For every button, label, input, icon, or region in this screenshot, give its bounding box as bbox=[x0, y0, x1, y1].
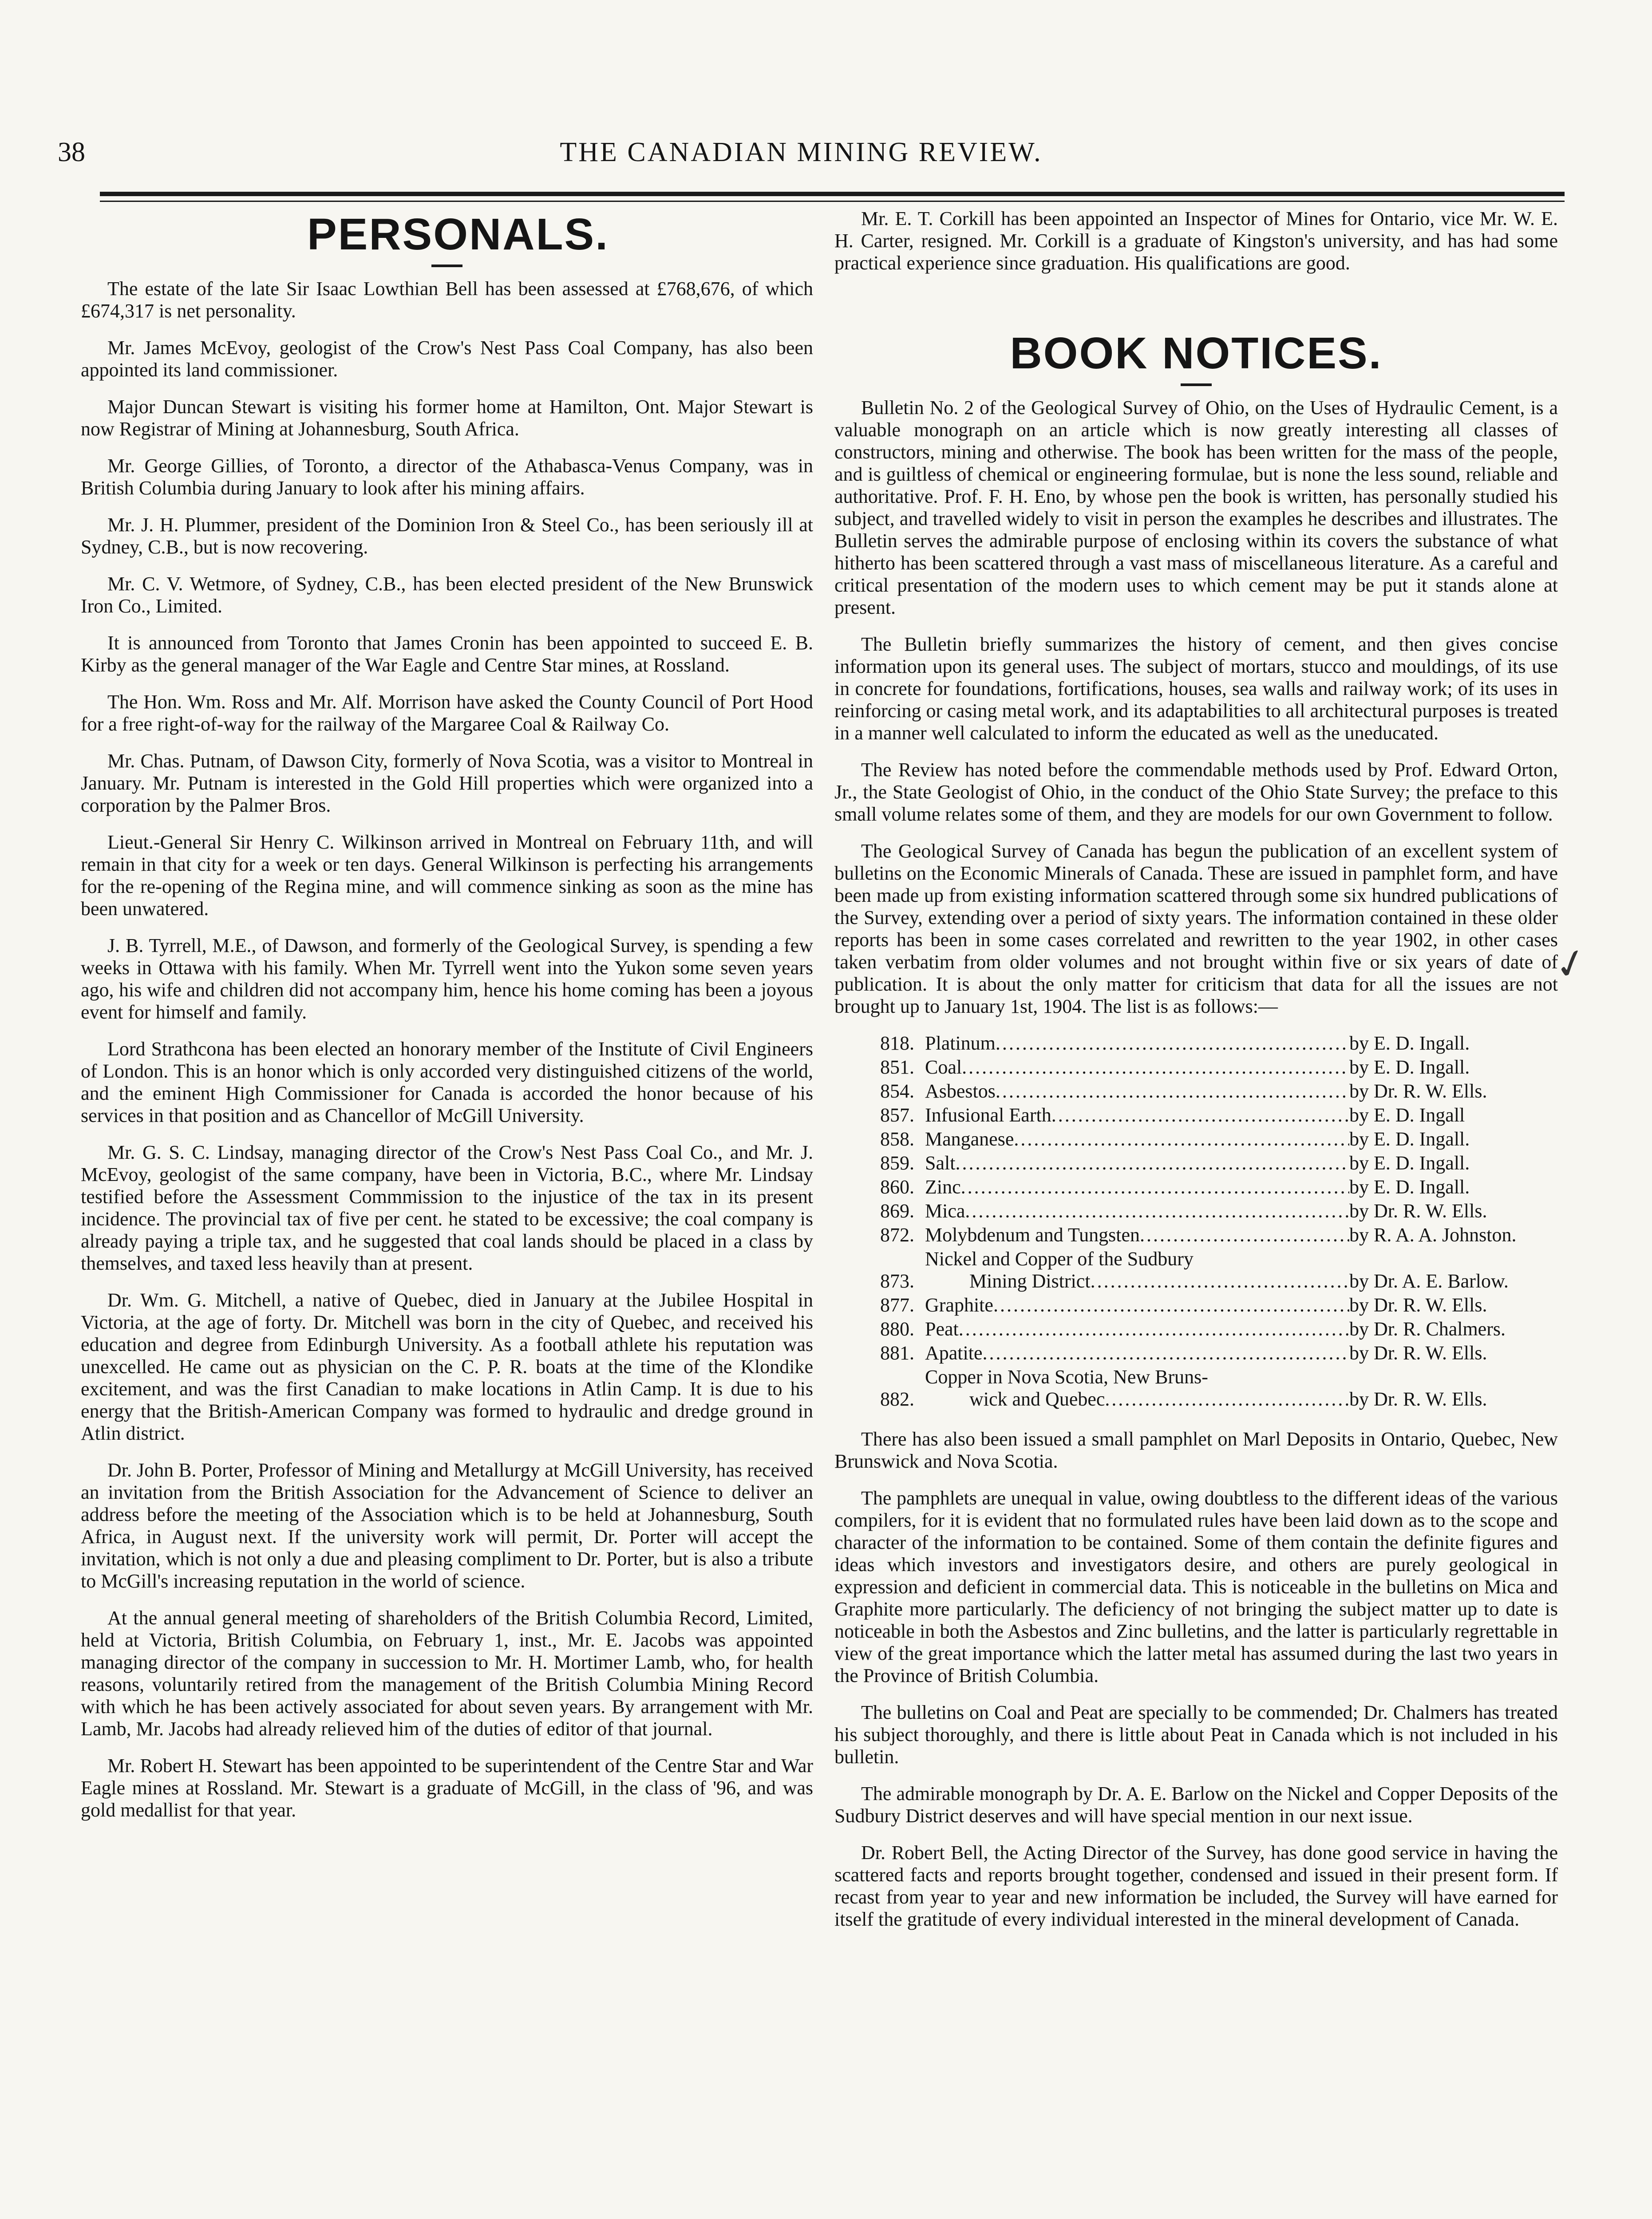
bulletin-title-text: Peat bbox=[925, 1318, 959, 1340]
bulletin-title-text: Graphite bbox=[925, 1294, 993, 1316]
bulletin-number: 854. bbox=[880, 1080, 914, 1102]
book-notices-title: BOOK NOTICES. bbox=[1010, 328, 1383, 378]
bulletin-entry bbox=[834, 1366, 1558, 1410]
bulletin-title-text: Salt bbox=[925, 1152, 956, 1174]
bulletin-entry bbox=[834, 1342, 1558, 1364]
title-dash bbox=[431, 265, 462, 267]
paragraph: The bulletins on Coal and Peat are specially to be commended; Dr. Chalmers has treated his subject thoroughly, and there is little about Peat in Canada which is not included in his bulletin. bbox=[834, 1702, 1558, 1768]
bulletin-number: 818. bbox=[880, 1032, 914, 1054]
bulletin-number: 877. bbox=[880, 1294, 914, 1316]
bulletin-author: by Dr. R. Chalmers. bbox=[1349, 1318, 1506, 1340]
bulletin-title bbox=[925, 1200, 1349, 1222]
header-rule-thick bbox=[100, 192, 1565, 196]
bulletin-title bbox=[925, 1294, 1349, 1316]
bulletin-author: by Dr. R. W. Ells. bbox=[1349, 1388, 1487, 1410]
bulletin-title bbox=[925, 1032, 1349, 1054]
bulletin-author: by E. D. Ingall. bbox=[1349, 1176, 1470, 1198]
bulletin-author: by E. D. Ingall. bbox=[1349, 1128, 1470, 1150]
bulletin-title-line: Nickel and Copper of the Sudbury bbox=[925, 1248, 1194, 1270]
header-rule-thin bbox=[100, 201, 1565, 202]
book-notices-body bbox=[834, 397, 1558, 1018]
bulletin-number: 880. bbox=[880, 1318, 914, 1340]
paragraph: Mr. George Gillies, of Toronto, a director of the Athabasca-Venus Company, was in British Columbia during January to look after his mining affairs. bbox=[81, 455, 813, 499]
journal-title: THE CANADIAN MINING REVIEW. bbox=[560, 137, 1043, 167]
bulletin-title bbox=[925, 1080, 1349, 1102]
bulletin-title bbox=[925, 1342, 1349, 1364]
bulletin-entry bbox=[834, 1248, 1558, 1292]
paragraph: The admirable monograph by Dr. A. E. Barlow on the Nickel and Copper Deposits of the Sudbury District deserves and will have special mention in our next issue. bbox=[834, 1783, 1558, 1827]
bulletin-entry bbox=[834, 1294, 1558, 1316]
paragraph: Bulletin No. 2 of the Geological Survey of Ohio, on the Uses of Hydraulic Cement, is a valuable monograph on an article which is now greatly interesting all classes of constructors, mining and otherwise. The book has been written for the mass of the people, and is guiltless of chemical or engineering formulae, but is none the less sound, reliable and authoritative. Prof. F. H. Eno, by whose pen the book is written, has personally studied his subject, and travelled widely to visit in person the examples he describes and illustrates. The Bulletin serves the admirable purpose of enclosing within its covers the substance of what hitherto has been scattered through a vast mass of miscellaneous literature. As a careful and critical presentation of the modern uses to which cement may be put it stands alone at present. bbox=[834, 397, 1558, 618]
bulletin-number: 873. bbox=[880, 1270, 914, 1292]
bulletin-entry bbox=[834, 1152, 1558, 1174]
bulletin-entry bbox=[834, 1224, 1558, 1246]
bulletin-title-continued: Mining District bbox=[969, 1270, 1091, 1292]
bulletin-number: 872. bbox=[880, 1224, 914, 1246]
bulletin-list bbox=[834, 1032, 1558, 1410]
bulletin-title bbox=[925, 1224, 1349, 1246]
paragraph: The Bulletin briefly summarizes the history of cement, and then gives concise information upon its general uses. The subject of mortars, stucco and mouldings, of its use in concrete for foundations, fortifications, houses, sea walls and railway work; of its uses in reinforcing or casing metal work, and its adaptabilities to all architectural purposes is treated in a manner well calculated to inform the educated as well as the uneducated. bbox=[834, 633, 1558, 744]
bulletin-title bbox=[925, 1104, 1349, 1126]
paragraph: At the annual general meeting of shareholders of the British Columbia Record, Limited, held at Victoria, British Columbia, on February 1, inst., Mr. E. Jacobs was appointed managing director of the company in succession to Mr. H. Mortimer Lamb, who, for health reasons, voluntarily retired from the management of the British Columbia Mining Record with which he has been actively associated for about seven years. By arrangement with Mr. Lamb, Mr. Jacobs had already relieved him of the duties of editor of that journal. bbox=[81, 1607, 813, 1740]
bulletin-entry bbox=[834, 1128, 1558, 1150]
bulletin-number: 882. bbox=[880, 1388, 914, 1410]
bulletin-author: by Dr. R. W. Ells. bbox=[1349, 1342, 1487, 1364]
bulletin-author: by R. A. A. Johnston. bbox=[1349, 1224, 1517, 1246]
bulletin-title-text: Molybdenum and Tungsten bbox=[925, 1224, 1140, 1246]
bulletin-number: 857. bbox=[880, 1104, 914, 1126]
title-dash bbox=[1181, 383, 1212, 386]
corkill-paragraph: Mr. E. T. Corkill has been appointed an Inspector of Mines for Ontario, vice Mr. W. E. H. Carter, resigned. Mr. Corkill is a graduate of Kingston's university, and has had some practical experience since graduation. His qualifications are good. bbox=[834, 208, 1558, 274]
bulletin-number: 858. bbox=[880, 1128, 914, 1150]
bulletin-author: by E. D. Ingall bbox=[1349, 1104, 1465, 1126]
left-column bbox=[81, 208, 813, 1836]
bulletin-author: by E. D. Ingall. bbox=[1349, 1152, 1470, 1174]
bulletin-title bbox=[925, 1248, 1349, 1292]
bulletin-title bbox=[925, 1128, 1349, 1150]
personals-body bbox=[81, 278, 813, 1821]
bulletin-number: 881. bbox=[880, 1342, 914, 1364]
paragraph: The Review has noted before the commendable methods used by Prof. Edward Orton, Jr., the State Geologist of Ohio, in the conduct of the Ohio State Survey; the preface to this small volume relates some of them, and they are models for our own Government to follow. bbox=[834, 759, 1558, 825]
bulletin-title-text: Platinum bbox=[925, 1032, 996, 1054]
paragraph: J. B. Tyrrell, M.E., of Dawson, and formerly of the Geological Survey, is spending a few weeks in Ottawa with his family. When Mr. Tyrrell went into the Yukon some seven years ago, his wife and children did not accompany him, hence his home coming has been a joyous event for himself and family. bbox=[81, 935, 813, 1023]
paragraph: Mr. G. S. C. Lindsay, managing director of the Crow's Nest Pass Coal Co., and Mr. J. McEvoy, geologist of the same company, have been in Victoria, B.C., where Mr. Lindsay testified before the Assessment Commmission to the injustice of the tax in its present incidence. The provincial tax of five per cent. he stated to be excessive; the coal company is already paying a triple tax, and he suggested that coal lands should be placed in a class by themselves, and taxed less heavily than at present. bbox=[81, 1141, 813, 1274]
personals-title: PERSONALS. bbox=[307, 209, 609, 259]
bulletin-title bbox=[925, 1176, 1349, 1198]
bulletin-title-text: Infusional Earth bbox=[925, 1104, 1051, 1126]
book-notices-conclusion bbox=[834, 1428, 1558, 1931]
paragraph: Mr. James McEvoy, geologist of the Crow's Nest Pass Coal Company, has also been appointed its land commissioner. bbox=[81, 337, 813, 381]
bulletin-author: by Dr. A. E. Barlow. bbox=[1349, 1270, 1509, 1292]
paragraph: Lord Strathcona has been elected an honorary member of the Institute of Civil Engineers of London. This is an honor which is only accorded very distinguished citizens of the world, and the eminent High Commissioner for Canada is accorded the honor because of his services in that position and as Chancellor of McGill University. bbox=[81, 1038, 813, 1126]
right-column bbox=[834, 208, 1558, 1945]
paragraph: Major Duncan Stewart is visiting his former home at Hamilton, Ont. Major Stewart is now Registrar of Mining at Johannesburg, South Africa. bbox=[81, 396, 813, 440]
bulletin-entry bbox=[834, 1080, 1558, 1102]
bulletin-entry bbox=[834, 1104, 1558, 1126]
paragraph: It is announced from Toronto that James Cronin has been appointed to succeed E. B. Kirby as the general manager of the War Eagle and Centre Star mines, at Rossland. bbox=[81, 632, 813, 676]
paragraph: Dr. John B. Porter, Professor of Mining and Metallurgy at McGill University, has received an invitation from the British Association for the Advancement of Science to deliver an address before the meeting of the Association which is to be held at Johannesburg, South Africa, in August next. If the university work will permit, Dr. Porter will accept the invitation, which is not only a due and pleasing compliment to Dr. Porter, but is also a tribute to McGill's increasing reputation in the world of science. bbox=[81, 1459, 813, 1592]
bulletin-entry bbox=[834, 1176, 1558, 1198]
bulletin-title-text: Manganese bbox=[925, 1128, 1014, 1150]
bulletin-title-line: Copper in Nova Scotia, New Bruns- bbox=[925, 1366, 1208, 1388]
bulletin-title bbox=[925, 1318, 1349, 1340]
bulletin-author: by Dr. R. W. Ells. bbox=[1349, 1080, 1487, 1102]
paragraph: Lieut.-General Sir Henry C. Wilkinson arrived in Montreal on February 11th, and will remain in that city for a week or ten days. General Wilkinson is perfecting his arrangements for the re-opening of the Regina mine, and will commence sinking as soon as the mine has been unwatered. bbox=[81, 831, 813, 920]
bulletin-number: 869. bbox=[880, 1200, 914, 1222]
paragraph: Dr. Robert Bell, the Acting Director of the Survey, has done good service in having the scattered facts and reports brought together, condensed and issued in their present form. If recast from year to year and new information be included, the Survey will have earned for itself the gratitude of every individual interested in the mineral development of Canada. bbox=[834, 1842, 1558, 1930]
page-number: 38 bbox=[58, 137, 85, 167]
paragraph: The estate of the late Sir Isaac Lowthian Bell has been assessed at £768,676, of which £674,317 is net personality. bbox=[81, 278, 813, 322]
bulletin-author: by E. D. Ingall. bbox=[1349, 1056, 1470, 1078]
bulletin-title-text: Coal bbox=[925, 1056, 962, 1078]
paragraph: The pamphlets are unequal in value, owing doubtless to the different ideas of the various compilers, for it is evident that no formulated rules have been laid down as to the scope and character of the information to be contained. Some of them contain the definite figures and ideas which investors and investigators desire, and others are purely geological in expression and deficient in commercial data. This is noticeable in the bulletins on Mica and Graphite more particularly. The deficiency of not bringing the subject matter up to date is noticeable in both the Asbestos and Zinc bulletins, and the latter is particularly regrettable in view of the great importance which the latter metal has assumed during the last two years in the Province of British Columbia. bbox=[834, 1487, 1558, 1686]
bulletin-author: by Dr. R. W. Ells. bbox=[1349, 1200, 1487, 1222]
bulletin-number: 851. bbox=[880, 1056, 914, 1078]
paragraph: Dr. Wm. G. Mitchell, a native of Quebec, died in January at the Jubilee Hospital in Victoria, at the age of forty. Dr. Mitchell was born in the city of Quebec, and received his education and degree from Edinburgh University. As a football athlete his reputation was unexcelled. He came out as physician on the C. P. R. boats at the time of the Klondike excitement, and was the first Canadian to make locations in Atlin Camp. It is due to his energy that the British-American Company was formed to hydraulic and dredge ground in Atlin district. bbox=[81, 1289, 813, 1444]
bulletin-title-text: Zinc bbox=[925, 1176, 961, 1198]
paragraph: Mr. Robert H. Stewart has been appointed to be superintendent of the Centre Star and War Eagle mines at Rossland. Mr. Stewart is a graduate of McGill, in the class of '96, and was gold medallist for that year. bbox=[81, 1755, 813, 1821]
bulletin-title bbox=[925, 1056, 1349, 1078]
bulletin-title-text: Apatite bbox=[925, 1342, 983, 1364]
bulletin-title-text: Mica bbox=[925, 1200, 965, 1222]
page-header bbox=[58, 133, 1545, 182]
bulletin-entry bbox=[834, 1032, 1558, 1054]
bulletin-author: by Dr. R. W. Ells. bbox=[1349, 1294, 1487, 1316]
paragraph: There has also been issued a small pamphlet on Marl Deposits in Ontario, Quebec, New Brunswick and Nova Scotia. bbox=[834, 1428, 1558, 1472]
bulletin-title-text: Asbestos bbox=[925, 1080, 996, 1102]
bulletin-entry bbox=[834, 1200, 1558, 1222]
bulletin-number: 859. bbox=[880, 1152, 914, 1174]
margin-check-mark: ✓ bbox=[1549, 939, 1593, 991]
bulletin-entry bbox=[834, 1056, 1558, 1078]
bulletin-title-continued: wick and Quebec bbox=[969, 1388, 1105, 1410]
paragraph: Mr. J. H. Plummer, president of the Dominion Iron & Steel Co., has been seriously ill at Sydney, C.B., but is now recovering. bbox=[81, 514, 813, 558]
paragraph: Mr. C. V. Wetmore, of Sydney, C.B., has been elected president of the New Brunswick Iron Co., Limited. bbox=[81, 573, 813, 617]
paragraph: Mr. Chas. Putnam, of Dawson City, formerly of Nova Scotia, was a visitor to Montreal in January. Mr. Putnam is interested in the Gold Hill properties which were organized into a corporation by the Palmer Bros. bbox=[81, 750, 813, 816]
bulletin-title bbox=[925, 1366, 1349, 1410]
bulletin-entry bbox=[834, 1318, 1558, 1340]
paragraph: The Hon. Wm. Ross and Mr. Alf. Morrison have asked the County Council of Port Hood for a free right-of-way for the railway of the Margaree Coal & Railway Co. bbox=[81, 691, 813, 735]
paragraph: The Geological Survey of Canada has begun the publication of an excellent system of bulletins on the Economic Minerals of Canada. These are issued in pamphlet form, and have been made up from existing information scattered through some six hundred publications of the Survey, extending over a period of sixty years. The information contained in these older reports has been in some cases correlated and rewritten to the year 1902, in other cases taken verbatim from older volumes and not brought within five or six years of date of publication. It is about the only matter for criticism that data for all the issues are not brought up to January 1st, 1904. The list is as follows:— bbox=[834, 840, 1558, 1017]
bulletin-number: 860. bbox=[880, 1176, 914, 1198]
bulletin-title bbox=[925, 1152, 1349, 1174]
bulletin-author: by E. D. Ingall. bbox=[1349, 1032, 1470, 1054]
